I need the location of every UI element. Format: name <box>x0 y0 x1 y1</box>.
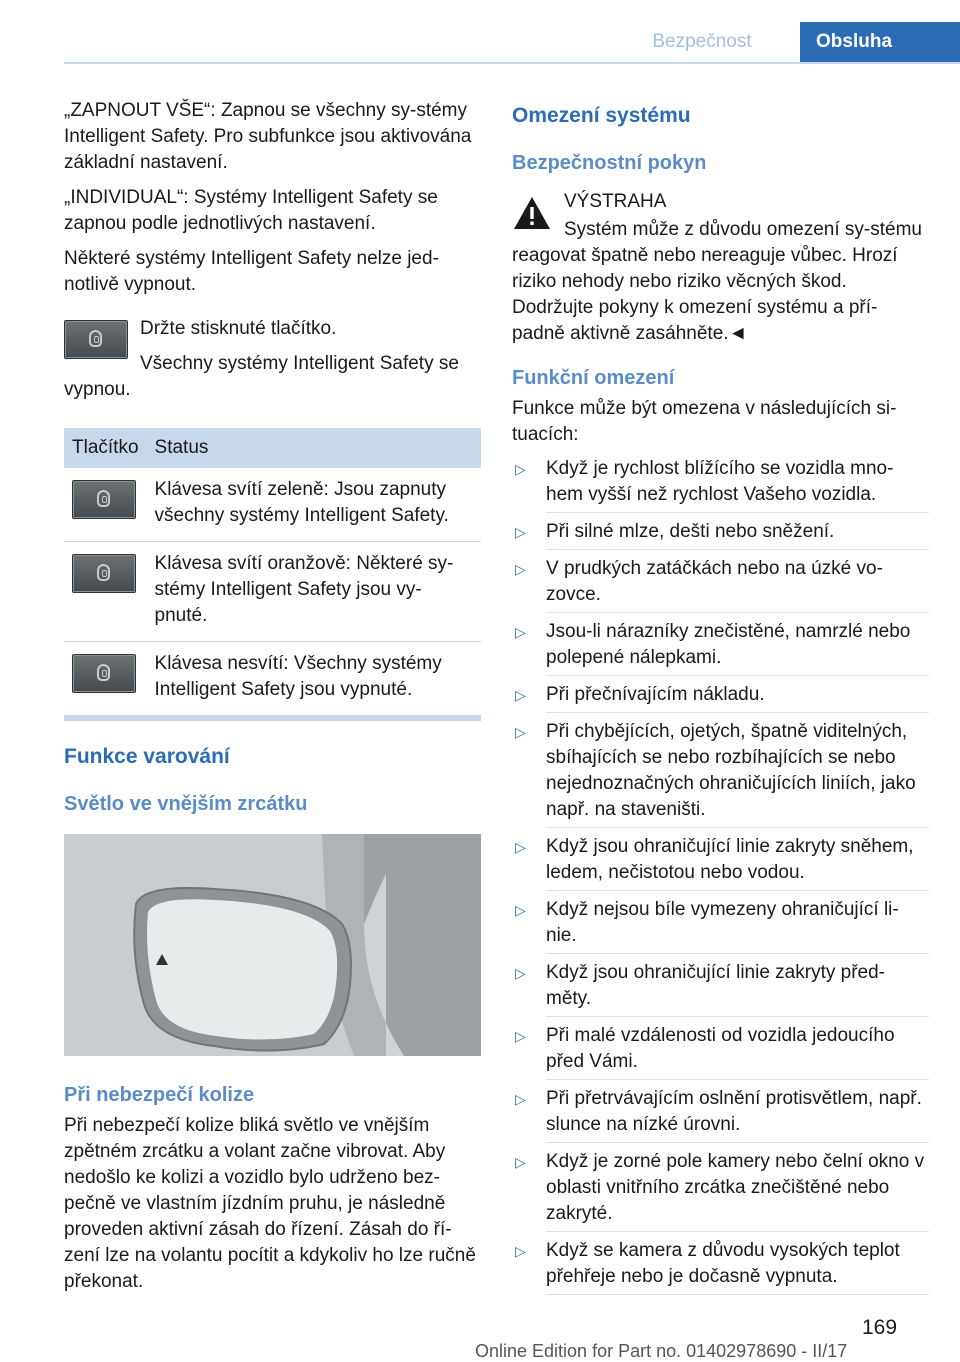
warning-text: Systém může z důvodu omezení sy-stému reagovat špatně nebo nereaguje vůbec. Hrozí riziko nehody nebo riziko věcných škod. Dodržujte pokyny k omezení systému a pří-padně aktivně zasáhněte.◄ <box>512 219 922 344</box>
page-number: 169 <box>862 1316 898 1339</box>
paragraph-intro: Funkce může být omezena v následujících si-tuacích: <box>512 398 897 445</box>
list-item: ▷ Když nejsou bíle vymezeny ohraničující li-nie. <box>512 897 929 954</box>
page-header <box>64 22 960 64</box>
triangle-bullet-icon: ▷ <box>515 902 526 918</box>
triangle-bullet-icon: ▷ <box>515 1154 526 1170</box>
paragraph-collision: Při nebezpečí kolize bliká světlo ve vnějším zpětném zrcátku a volant začne vibrovat. Aby nedošlo ke kolizi a vozidlo bylo udrženo bez-pečně ve vlastním jízdním pruhu, je následně proveden aktivní zásah do řízení. Zásah do ří-zení lze na volantu pocítit a kdykoliv ho lze ručně překonat. <box>64 1115 476 1292</box>
section-tab-bezpecnost[interactable]: Bezpečnost <box>652 31 752 52</box>
list-item: ▷ Jsou-li nárazníky znečistěné, namrzlé nebo polepené nálepkami. <box>512 619 929 676</box>
triangle-bullet-icon: ▷ <box>515 461 526 477</box>
warning-label: VÝSTRAHA <box>564 191 667 212</box>
right-column <box>512 104 929 1301</box>
paragraph-all-on: „ZAPNOUT VŠE“: Zapnou se všechny sy-stémy Intelligent Safety. Pro subfunkce jsou aktivována základní nastavení. <box>64 100 472 173</box>
heading-collision: Při nebezpečí kolize <box>64 1084 255 1106</box>
warning-box <box>512 189 929 347</box>
list-item: ▷ Když se kamera z důvodu vysokých teplot přehřeje nebo je dočasně vypnuta. <box>512 1238 929 1295</box>
list-item: ▷ Při silné mlze, dešti nebo sněžení. <box>512 519 929 550</box>
triangle-bullet-icon: ▷ <box>515 839 526 855</box>
status-table <box>64 428 481 716</box>
status-green: Klávesa svítí zeleně: Jsou zapnuty všechny systémy Intelligent Safety. <box>147 468 481 542</box>
table-row <box>64 642 481 716</box>
heading-system-limits: Omezení systému <box>512 104 691 127</box>
triangle-bullet-icon: ▷ <box>515 624 526 640</box>
status-orange: Klávesa svítí oranžově: Některé sy-stémy Intelligent Safety jsou vy-pnuté. <box>147 542 481 642</box>
table-bottom-rule <box>64 716 481 721</box>
side-mirror-image <box>64 834 481 1056</box>
list-item: ▷ Při přetrvávajícím oslnění protisvětlem, např. slunce na nízké úrovni. <box>512 1086 929 1143</box>
safety-button-green-icon <box>72 480 136 519</box>
section-tab-obsluha[interactable]: Obsluha <box>800 22 960 62</box>
left-column <box>64 98 481 1304</box>
status-off: Klávesa nesvítí: Všechny systémy Intelligent Safety jsou vypnuté. <box>147 642 481 716</box>
edition-footer: Online Edition for Part no. 01402978690 - II/17 <box>475 1341 848 1361</box>
warning-triangle-icon <box>512 195 552 231</box>
list-item: ▷ Když je rychlost blížícího se vozidla mno-hem vyšší než rychlost Vašeho vozidla. <box>512 456 929 513</box>
intelligent-safety-button-icon <box>64 320 128 359</box>
list-item: ▷ V prudkých zatáčkách nebo na úzké vo-zovce. <box>512 556 929 613</box>
list-item: ▷ Když jsou ohraničující linie zakryty sněhem, ledem, nečistotou nebo vodou. <box>512 834 929 891</box>
triangle-bullet-icon: ▷ <box>515 724 526 740</box>
hold-title: Držte stisknuté tlačítko. <box>140 318 337 339</box>
table-header-status: Status <box>147 428 481 468</box>
safety-button-orange-icon <box>72 554 136 593</box>
hold-text: Všechny systémy Intelligent Safety se vypnou. <box>64 353 459 400</box>
list-item: ▷ Při malé vzdálenosti od vozidla jedoucího před Vámi. <box>512 1023 929 1080</box>
triangle-bullet-icon: ▷ <box>515 524 526 540</box>
heading-functional-limits: Funkční omezení <box>512 367 675 389</box>
table-row <box>64 542 481 642</box>
triangle-bullet-icon: ▷ <box>515 1028 526 1044</box>
table-header-button: Tlačítko <box>64 428 147 468</box>
triangle-bullet-icon: ▷ <box>515 687 526 703</box>
list-item: ▷ Když je zorné pole kamery nebo čelní okno v oblasti vnitřního zrcátka znečištěné nebo zakryté. <box>512 1149 929 1232</box>
list-item: ▷ Při chybějících, ojetých, špatně viditelných, sbíhajících se nebo rozbíhajících se nebo nejednoznačných ohraničujících liniích, jako např. na staveništi. <box>512 719 929 828</box>
hold-button-instruction <box>64 316 481 403</box>
triangle-bullet-icon: ▷ <box>515 561 526 577</box>
list-item: ▷ Když jsou ohraničující linie zakryty před-měty. <box>512 960 929 1017</box>
triangle-bullet-icon: ▷ <box>515 1243 526 1259</box>
triangle-bullet-icon: ▷ <box>515 965 526 981</box>
safety-button-off-icon <box>72 654 136 693</box>
paragraph-cannot-disable: Některé systémy Intelligent Safety nelze jed-notlivě vypnout. <box>64 248 439 295</box>
list-item: ▷ Při přečnívajícím nákladu. <box>512 682 929 713</box>
heading-warning-functions: Funkce varování <box>64 745 230 768</box>
mirror-illustration <box>64 834 481 1056</box>
heading-safety-note: Bezpečnostní pokyn <box>512 152 707 174</box>
heading-mirror-light: Světlo ve vnějším zrcátku <box>64 793 308 815</box>
table-row <box>64 468 481 542</box>
limitations-list <box>512 456 929 1295</box>
paragraph-individual: „INDIVIDUAL“: Systémy Intelligent Safety se zapnou podle jednotlivých nastavení. <box>64 187 438 234</box>
triangle-bullet-icon: ▷ <box>515 1091 526 1107</box>
